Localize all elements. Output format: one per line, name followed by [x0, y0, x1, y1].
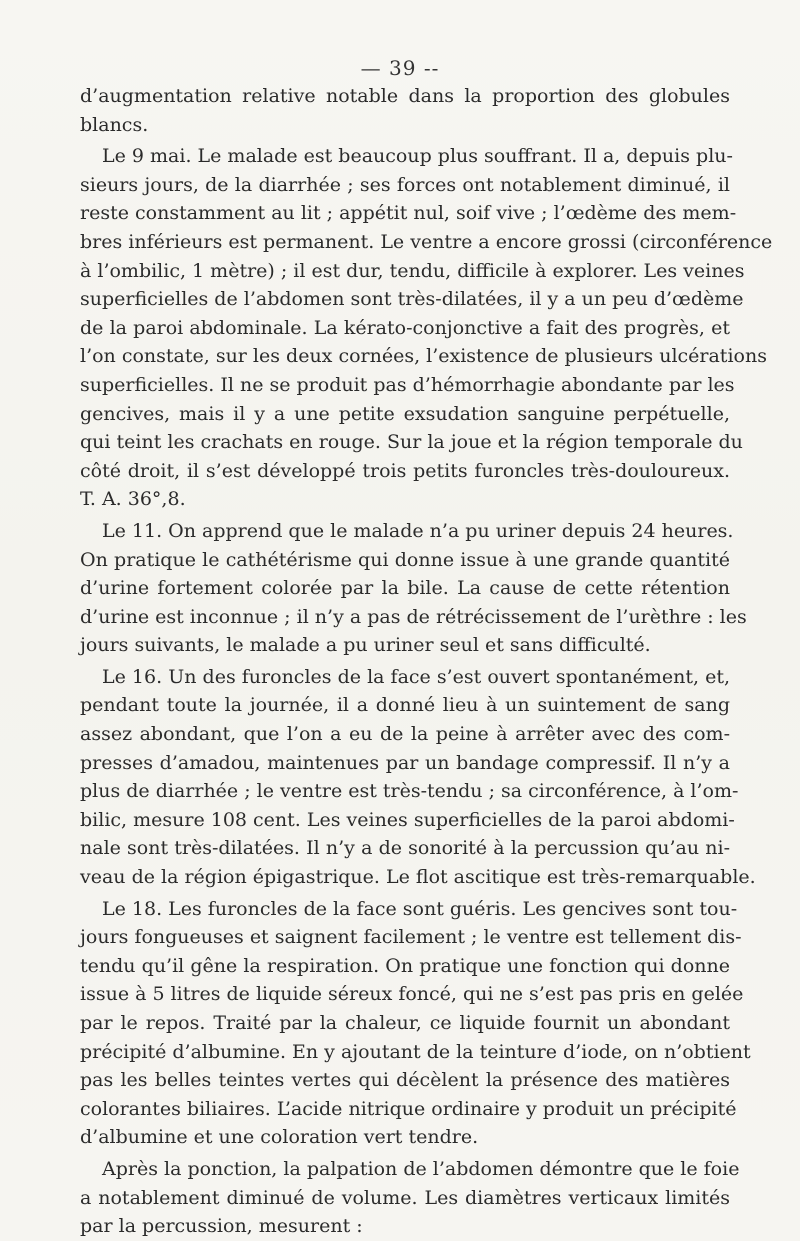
- text-line: presses d’amadou, maintenues par un bandage compressif. Il n’y a: [80, 751, 730, 774]
- text-line: colorantes biliaires. L’acide nitrique ordinaire y produit un précipité: [80, 1097, 737, 1120]
- text-line: précipité d’albumine. En y ajoutant de la teinture d’iode, on n’obtient: [80, 1040, 751, 1063]
- text-line: pendant toute la journée, il a donné lieu à un suintement de sang: [80, 694, 730, 717]
- text-line: côté droit, il s’est développé trois petits furoncles très-douloureux.: [80, 459, 730, 482]
- text-line: à l’ombilic, 1 mètre) ; il est dur, tendu, difficile à explorer. Les veines: [80, 259, 745, 282]
- text-line: gencives, mais il y a une petite exsudation sanguine perpétuelle,: [80, 402, 730, 425]
- text-line: Le 18. Les furoncles de la face sont guéris. Les gencives sont tou-: [102, 897, 738, 920]
- paragraph: [80, 663, 756, 892]
- text-line: d’albumine et une coloration vert tendre.: [80, 1126, 479, 1149]
- text-line: reste constamment au lit ; appétit nul, soif vive ; l’œdème des mem-: [80, 202, 737, 225]
- text-line: superficielles de l’abdomen sont très-dilatées, il y a un peu d’œdème: [80, 288, 744, 311]
- text-line: bres inférieurs est permanent. Le ventre a encore grossi (circonférence: [80, 230, 773, 253]
- text-line: de la paroi abdominale. La kérato-conjonctive a fait des progrès, et: [80, 316, 730, 339]
- paragraph: [80, 517, 747, 660]
- text-line: d’urine est inconnue ; il n’y a pas de rétrécissement de l’urèthre : les: [80, 605, 747, 628]
- text-line: a notablement diminué de volume. Les diamètres verticaux limités: [80, 1186, 730, 1209]
- text-line: veau de la région épigastrique. Le flot ascitique est très-remarquable.: [80, 866, 756, 889]
- text-line: nale sont très-dilatées. Il n’y a de sonorité à la percussion qu’au ni-: [80, 837, 730, 860]
- page-number: — 39 --: [360, 56, 440, 80]
- text-line: superficielles. Il ne se produit pas d’hémorrhagie abondante par les: [80, 373, 735, 396]
- text-line: assez abondant, que l’on a eu de la peine à arrêter avec des com-: [80, 723, 730, 746]
- paragraph: [80, 1155, 740, 1241]
- text-line: qui teint les crachats en rouge. Sur la joue et la région temporale du: [80, 431, 743, 454]
- text-line: d’augmentation relative notable dans la proportion des globules: [80, 85, 730, 107]
- text-line: Le 9 mai. Le malade est beaucoup plus souffrant. Il a, depuis plu-: [102, 145, 733, 168]
- text-line: l’on constate, sur les deux cornées, l’existence de plusieurs ulcérations: [80, 345, 767, 368]
- text-line: issue à 5 litres de liquide séreux foncé, qui ne s’est pas pris en gelée: [80, 983, 744, 1006]
- text-line: jours fongueuses et saignent facilement ; le ventre est tellement dis-: [80, 926, 742, 949]
- text-line: pas les belles teintes vertes qui décèlent la présence des matières: [80, 1069, 730, 1092]
- text-line: blancs.: [80, 113, 149, 136]
- paragraph: [80, 82, 730, 139]
- text-line: par la percussion, mesurent :: [80, 1215, 363, 1238]
- text-line: Le 11. On apprend que le malade n’a pu uriner depuis 24 heures.: [102, 519, 734, 542]
- text-line: On pratique le cathétérisme qui donne issue à une grande quantité: [80, 548, 730, 571]
- paragraph: [80, 142, 773, 514]
- text-line: sieurs jours, de la diarrhée ; ses forces ont notablement diminué, il: [80, 173, 730, 196]
- text-line: Après la ponction, la palpation de l’abdomen démontre que le foie: [102, 1157, 740, 1180]
- text-line: T. A. 36°,8.: [80, 488, 186, 511]
- text-line: d’urine fortement colorée par la bile. La cause de cette rétention: [80, 577, 730, 600]
- text-line: Le 16. Un des furoncles de la face s’est ouvert spontanément, et,: [102, 665, 730, 688]
- text-line: bilic, mesure 108 cent. Les veines superficielles de la paroi abdomi-: [80, 808, 735, 831]
- text-line: jours suivants, le malade a pu uriner seul et sans difficulté.: [80, 634, 651, 657]
- text-line: par le repos. Traité par la chaleur, ce liquide fournit un abondant: [80, 1012, 730, 1034]
- text-line: plus de diarrhée ; le ventre est très-tendu ; sa circonférence, à l’om-: [80, 780, 739, 803]
- text-line: tendu qu’il gêne la respiration. On pratique une fonction qui donne: [80, 954, 730, 977]
- body-text: [80, 82, 773, 1241]
- paragraph: [80, 895, 751, 1152]
